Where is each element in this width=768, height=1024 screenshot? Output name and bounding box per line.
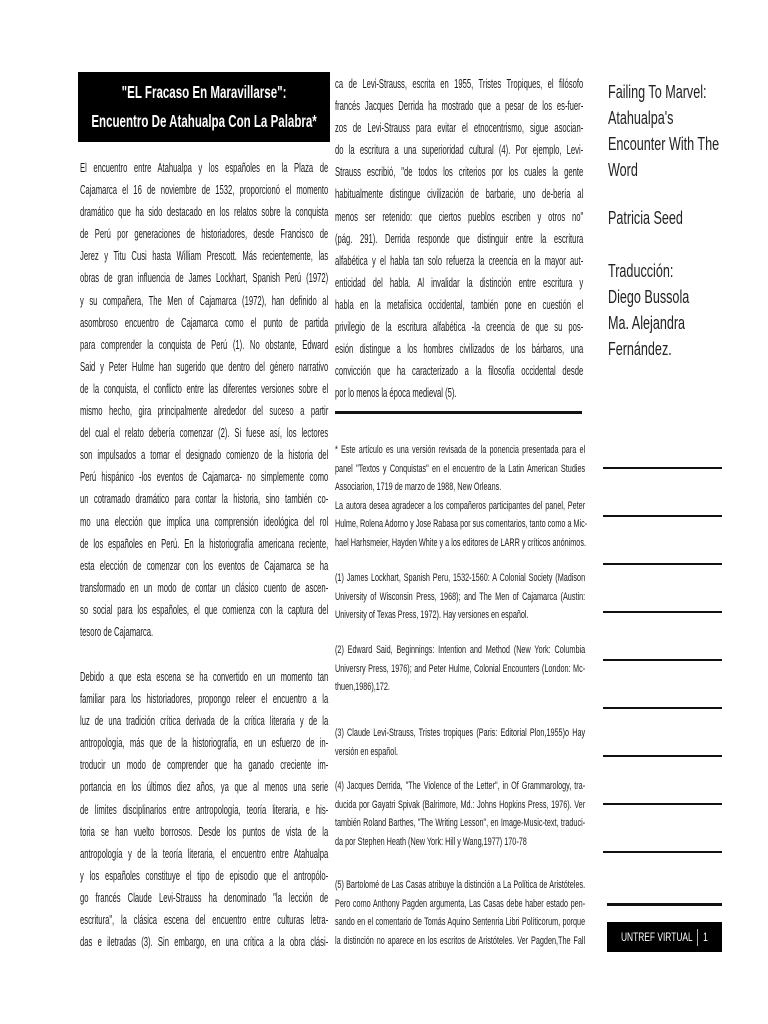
footnote-4: [335, 777, 714, 851]
text-line: habitualmente distingue civilización de barbarie, uno de-bería al: [335, 186, 584, 202]
text-line: son impulsados a tomar el designado comienzo de la historia del: [80, 447, 329, 463]
text-line: Perú hispánico -los eventos de Cajamarca- no simplemente como: [80, 469, 329, 485]
footnote-line: (3) Claude Levi-Strauss, Tristes tropiques (Paris: Editorial Plon,1955)o Hay: [335, 727, 586, 739]
footnote-asterisk: [335, 441, 714, 553]
footnote-line: Associarion, 1719 de marzo de 1988, New Orleans.: [335, 481, 502, 494]
english-title-line: Atahualpa's: [608, 108, 674, 128]
sidebar-rule: [603, 803, 722, 805]
footnote-line: Hulme, Rolena Adorno y Jose Rabasa por sus comentarios, tanto como a Mic-: [335, 518, 588, 531]
sidebar-rule: [603, 755, 722, 757]
text-line: transformado en un modo de contar un clásico cuento de ascen-: [80, 579, 329, 595]
translator-line: Fernández.: [608, 339, 672, 359]
text-line: troducir un modo de comprender que ha ganado creciente im-: [80, 757, 329, 773]
text-line: dramático que ha sido destacado en los relatos sobre la conquista: [80, 204, 329, 220]
english-title-line: Encounter With The: [608, 134, 720, 154]
footnote-line: hael Harhsmeier, Hayden White y a los editores de LARR y críticos anónimos.: [335, 536, 586, 549]
article-title-box: [78, 72, 330, 142]
text-line: de Perú por generaciones de historiadores, desde Francisco de: [80, 226, 329, 242]
text-line: mo una elección que implica una comprensión ideológica del rol: [80, 513, 329, 529]
footnote-line: versión en español.: [335, 745, 398, 758]
text-line: menos ser retenido: que ciertos pueblos escriben y otros no": [335, 208, 584, 224]
article-title-line-2: Encuentro De Atahualpa Con La Palabra*: [91, 111, 317, 131]
footnote-line: thuen,1986),172.: [335, 681, 390, 694]
text-line: de la conquista, el conflicto entre las diferentes versiones sobre el: [80, 380, 329, 396]
text-line: enticidad del habla. Al invalidar la distinción entre escritura y: [335, 274, 584, 290]
text-line: de los españoles en Perú. En la historiografía americana reciente,: [80, 535, 329, 551]
footnote-line: ducida por Gayatri Spivak (Balrimore, Md.: Johns Hopkins Press, 1976). Ver: [335, 798, 586, 811]
text-line: esta elección de comenzar con los eventos de Cajamarca se ha: [80, 557, 329, 573]
sidebar-rule-thick: [607, 903, 722, 906]
footnote-line: (2) Edward Said, Beginnings: Intention and Method (New York: Columbia: [335, 644, 586, 656]
translator-line: Ma. Alejandra: [608, 313, 686, 333]
text-line: zos de Levi-Strauss para evitar el etnocentrismo, sigue asocian-: [335, 120, 584, 136]
sidebar-rule: [603, 515, 722, 517]
footnote-line: * Este artículo es una versión revisada de la ponencia presentada para el: [335, 444, 586, 456]
footnote-line: también Roland Barthes, "The Writing Lesson", en Image-Music-text, traduci-: [335, 817, 586, 830]
sidebar-rule: [603, 611, 722, 613]
body-paragraph-1: [80, 157, 330, 643]
english-title-line: Word: [608, 160, 638, 180]
text-line: escritura", la clásica escena del encuentro entre culturas letra-: [80, 912, 329, 928]
text-line: antropología, más que de la historiografía, en un esfuerzo de in-: [80, 735, 329, 751]
text-line: El encuentro entre Atahualpa y los españoles en la Plaza de: [80, 160, 329, 175]
translator-line: Diego Bussola: [608, 287, 690, 307]
text-line: Jerez y Titu Cusi hasta William Prescott. Más recientemente, las: [80, 248, 329, 264]
sidebar-rule: [603, 563, 722, 565]
author-name: Patricia Seed: [608, 208, 683, 228]
text-line: do la escritura a una superioridad cultural (4). Por ejemplo, Levi-: [335, 142, 584, 158]
footnote-1: [335, 569, 714, 625]
text-line: y su compañera, The Men of Cajamarca (1972), han definido al: [80, 292, 329, 308]
text-line: tesoro de Cajamarca.: [80, 623, 154, 639]
author-block: [608, 205, 768, 231]
text-line: francés Jacques Derrida ha mostrado que a pesar de los es-fuer-: [335, 98, 584, 114]
text-line: Strauss escribió, "de todos los criterios por los cuales la gente: [335, 164, 584, 180]
text-line: Debido a que esta escena se ha convertido en un momento tan: [80, 669, 329, 684]
text-line: alfabética y el habla tan solo refuerza la creencia en la mayor aut-: [335, 252, 584, 268]
text-line: mismo hecho, gira principalmente alrededor del suceso a partir: [80, 403, 329, 419]
footnote-line: (1) James Lockhart, Spanish Peru, 1532-1560: A Colonial Society (Madison: [335, 572, 586, 584]
publication-name: UNTREF VIRTUAL: [620, 930, 693, 944]
page-footer-badge: [607, 922, 722, 952]
text-line: portancia en los últimos diez años, ya que al menos una serie: [80, 779, 329, 795]
footer-separator: [698, 929, 699, 946]
footnote-line: sando en el comentario de Tomás Aquino Sentenria Libri Políticorum, porque: [335, 916, 586, 929]
text-line: asombroso encuentro de Cajamarca como el punto de partida: [80, 314, 329, 330]
text-line: luz de una tradición crítica derivada de la crítica literaria y de la: [80, 713, 329, 729]
text-line: para comprender la conquista de Perú (1). No obstante, Edward: [80, 336, 329, 352]
sidebar-rule: [603, 467, 722, 469]
translation-credits: [608, 258, 768, 362]
footnote-line: (4) Jacques Derrida, "The Violence of the Letter", in Of Grammarology, tra-: [335, 780, 586, 792]
footnote-divider: [335, 411, 582, 414]
text-line: obras de gran influencia de James Lockhart, Spanish Perú (1972): [80, 270, 329, 286]
footnote-line: La autora desea agradecer a los compañeros participantes del panel, Peter: [335, 499, 586, 512]
sidebar-rule: [603, 707, 722, 709]
body-paragraph-3: [335, 73, 585, 404]
text-line: Cajamarca el 16 de noviembre de 1532, proporcionó el momento: [80, 182, 329, 198]
footnote-line: University of Wisconsin Press, 1968); and The Men of Cajamarca (Austin:: [335, 590, 586, 603]
text-line: de límites disciplinarios entre antropología, teoría literaria, e his-: [80, 801, 329, 817]
article-title-line-1: "EL Fracaso En Maravillarse":: [121, 82, 287, 102]
text-line: Said y Peter Hulme han sugerido que dentro del género narrativo: [80, 358, 329, 374]
footnote-line: (5) Bartolomé de Las Casas atribuye la distinción a La Política de Aristóteles.: [335, 879, 586, 891]
text-line: (pág. 291). Derrida responde que distinguir entre la escritura: [335, 230, 584, 246]
sidebar-rule: [603, 851, 722, 853]
footnote-line: la distinción no aparece en los escritos de Aristóteles. Ver Pagden,The Fall: [335, 934, 586, 947]
page-number: 1: [703, 930, 708, 944]
footnote-line: da por Stephen Heath (New York: Hill y Wang,1977) 170-78: [335, 835, 527, 848]
body-paragraph-2: [80, 666, 330, 953]
footnote-line: University of Texas Press, 1972). Hay versiones en español.: [335, 609, 529, 622]
text-line: toria se han vuelto borrosos. Desde los puntos de vista de la: [80, 823, 329, 839]
text-line: so social para los españoles, el que comienza con la captura del: [80, 601, 329, 617]
text-line: das e iletradas (3). Sin embargo, en una crítica a la obra clási-: [80, 934, 329, 950]
footnote-line: Pero como Anthony Pagden argumenta, Las Casas debe haber estado pen-: [335, 897, 586, 910]
text-line: antropología y de la teoría literaria, el encuentro entre Atahualpa: [80, 845, 329, 861]
text-line: go francés Claude Levi-Strauss ha denominado "la lección de: [80, 889, 329, 905]
text-line: esión distingue a los hombres civilizados de los bárbaros, una: [335, 341, 584, 357]
footnote-line: Universry Press, 1976); and Peter Hulme, Colonial Encounters (London: Mc-: [335, 662, 586, 675]
text-line: del cual el relato debería comenzar (2). Si fuese así, los lectores: [80, 425, 329, 441]
text-line: por lo menos la época medieval (5).: [335, 385, 457, 401]
sidebar-rule: [603, 659, 722, 661]
text-line: habla en la metafísica occidental, también pone en cuestión el: [335, 296, 584, 312]
text-line: familiar para los historiadores, propongo releer el encuentro a la: [80, 691, 329, 707]
translator-line: Traducción:: [608, 261, 674, 281]
text-line: ca de Levi-Strauss, escrita en 1955, Tristes Tropiques, el filósofo: [335, 76, 584, 91]
english-title: [608, 79, 768, 183]
text-line: un cotramado dramático para contar la historia, sino también co-: [80, 491, 329, 507]
footnote-2: [335, 641, 714, 697]
english-title-line: Failing To Marvel:: [608, 82, 707, 102]
text-line: convicción que ha caracterizado a la filosofía occidental desde: [335, 363, 584, 379]
text-line: y los españoles constituye el tipo de episodio que el antropólo-: [80, 867, 329, 883]
footnote-line: panel "Textos y Conquistas" en el encuentro de la Latin American Studies: [335, 462, 586, 475]
text-line: privilegio de la escritura alfabética -la creencia de que su pos-: [335, 319, 584, 335]
